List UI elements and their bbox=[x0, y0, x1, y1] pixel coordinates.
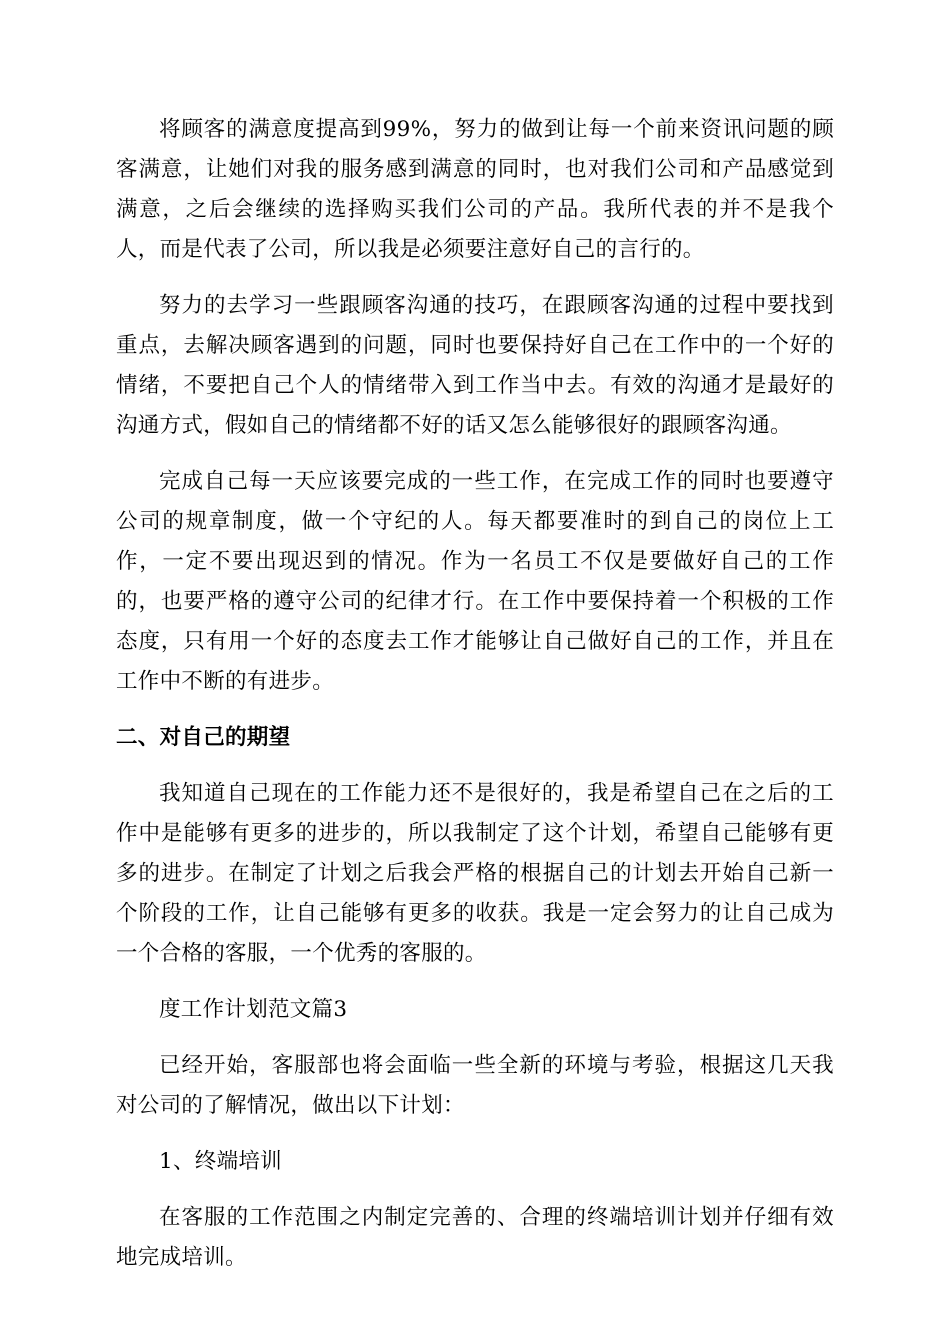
paragraph-communication: 努力的去学习一些跟顾客沟通的技巧，在跟顾客沟通的过程中要找到重点，去解决顾客遇到的问题，同时也要保持好自己在工作中的一个好的情绪，不要把自己个人的情绪带入到工作当中去。有效的沟通才是最好的沟通方式，假如自己的情绪都不好的话又怎么能够很好的跟顾客沟通。 bbox=[116, 293, 834, 438]
document-body bbox=[116, 110, 834, 1278]
paragraph-plan-intro: 已经开始，客服部也将会面临一些全新的环境与考验，根据这几天我对公司的了解情况，做出以下计划： bbox=[116, 1053, 834, 1118]
paragraph-item-training-body: 在客服的工作范围之内制定完善的、合理的终端培训计划并仔细有效地完成培训。 bbox=[116, 1205, 834, 1270]
paragraph-satisfaction: 将顾客的满意度提高到99%，努力的做到让每一个前来资讯问题的顾客满意，让她们对我的服务感到满意的同时，也对我们公司和产品感觉到满意，之后会继续的选择购买我们公司的产品。我所代表的并不是我个人，而是代表了公司，所以我是必须要注意好自己的言行的。 bbox=[116, 117, 834, 262]
paragraph-expectations: 我知道自己现在的工作能力还不是很好的，我是希望自己在之后的工作中是能够有更多的进步的，所以我制定了这个计划，希望自己能够有更多的进步。在制定了计划之后我会严格的根据自己的计划去开始自己新一个阶段的工作，让自己能够有更多的收获。我是一定会努力的让自己成为一个合格的客服，一个优秀的客服的。 bbox=[116, 781, 834, 966]
paragraph-item-training-title: 1、终端培训 bbox=[159, 1149, 282, 1174]
section-heading-expectations: 二、对自己的期望 bbox=[116, 725, 291, 750]
paragraph-plan-title: 度工作计划范文篇3 bbox=[159, 997, 348, 1022]
paragraph-daily-work: 完成自己每一天应该要完成的一些工作，在完成工作的同时也要遵守公司的规章制度，做一个守纪的人。每天都要准时的到自己的岗位上工作，一定不要出现迟到的情况。作为一名员工不仅是要做好自己的工作的，也要严格的遵守公司的纪律才行。在工作中要保持着一个积极的工作态度，只有用一个好的态度去工作才能够让自己做好自己的工作，并且在工作中不断的有进步。 bbox=[116, 469, 834, 694]
